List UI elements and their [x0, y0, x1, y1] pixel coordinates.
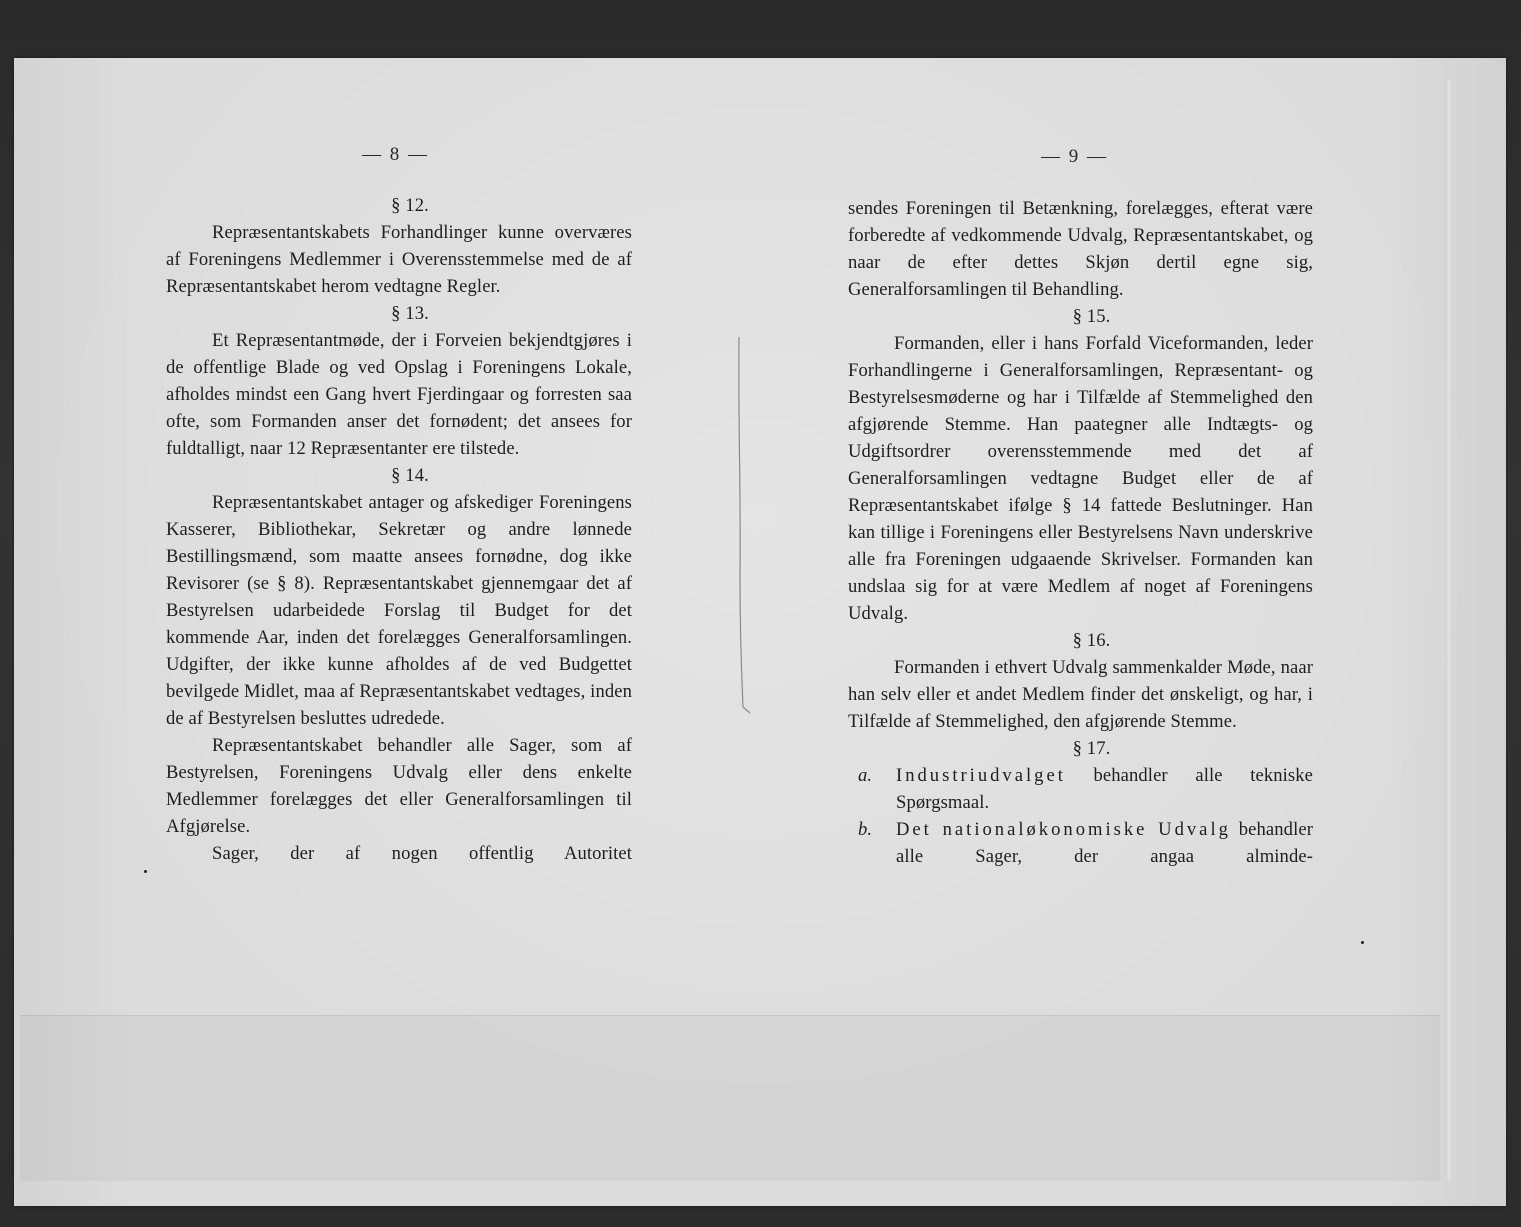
continued-text: sendes Foreningen til Betænkning, forelægges, efterat være forberedte af vedkommende Udvalg, Repræsentantskabet, og naar de efter dettes Skjøn dertil egne sig, Generalforsamlingen til Behandling.: [848, 198, 1313, 300]
section-14-paragraph-2: Repræsentantskabet behandler alle Sager, som af Bestyrelsen, Foreningens Udvalg eller dens enkelte Medlemmer forelægges det eller Generalforsamlingen til Afgjørelse.: [166, 735, 632, 837]
section-heading-16: § 16.: [1072, 630, 1111, 651]
fold-pencil-mark: [735, 335, 753, 715]
section-14-paragraph-1: Repræsentantskabet antager og afskediger Foreningens Kasserer, Bibliothekar, Sekretær og andre lønnede Bestillingsmænd, som maatte ansees fornødne, dog ikke Revisorer (se § 8). Repræsentantskabet gjennemgaar det af Bestyrelsen udarbeidede Forslag til Budget for det kommende Aar, inden det forelægges Generalforsamlingen. Udgifter, der ikke kunne afholdes af de ved Budgettet bevilgede Midlet, maa af Repræsentantskabet vedtages, inden de af Bestyrelsen besluttes udredede.: [166, 492, 632, 729]
section-15-text: Formanden, eller i hans Forfald Viceformanden, leder Forhandlingerne i Generalforsamlingen, Repræsentant- og Bestyrelsesmøderne og har i Tilfælde af Stemmelighed den afgjørende Stemme. Han paategner alle Indtægts- og Udgiftsordrer overensstemmende med det af Generalforsamlingen vedtagne Budget eller de af Repræsentantskabet ifølge § 14 fattede Beslutninger. Han kan tillige i Foreningens eller Bestyrelsens Navn underskrive alle fra Foreningen udgaaende Skrivelser. Formanden kan undslaa sig for at være Medlem af noget af Foreningens Udvalg.: [848, 333, 1313, 624]
list-item-b: [848, 816, 1313, 870]
section-12-text: Repræsentantskabets Forhandlinger kunne overværes af Foreningens Medlemmer i Overensstemmelse med de af Repræsentantskabet herom vedtagne Regler.: [166, 222, 632, 297]
committee-name: Industriudvalget: [896, 765, 1066, 786]
list-marker: a.: [858, 765, 873, 786]
section-16-text: Formanden i ethvert Udvalg sammenkalder Møde, naar han selv eller et andet Medlem finder det ønskeligt, og har, i Tilfælde af Stemmelighed, den afgjørende Stemme.: [848, 657, 1313, 732]
section-heading-15: § 15.: [1072, 306, 1111, 327]
item-text: behandler alle Sager, der angaa alminde-: [896, 819, 1313, 867]
page-number-left: — 8 —: [362, 144, 429, 165]
ink-speck: [1361, 941, 1364, 944]
item-text: behandler alle tekniske Spørgsmaal.: [896, 765, 1313, 813]
section-14-paragraph-3: Sager, der af nogen offentlig Autoritet: [212, 843, 632, 864]
committee-name: Det nationaløkonomiske Udvalg: [896, 819, 1231, 840]
paper-lower-band: [20, 1015, 1440, 1181]
ink-speck: [144, 870, 147, 873]
right-page-text: [848, 195, 1313, 870]
paper-edge: [1445, 80, 1453, 1180]
list-item-a: [848, 762, 1313, 816]
section-heading-17: § 17.: [1072, 738, 1111, 759]
left-page-text: [166, 192, 632, 867]
section-heading-13: § 13.: [391, 303, 429, 324]
list-marker: b.: [858, 819, 873, 840]
section-heading-12: § 12.: [391, 195, 429, 216]
section-heading-14: § 14.: [391, 465, 429, 486]
section-13-text: Et Repræsentantmøde, der i Forveien bekjendtgjøres i de offentlige Blade og ved Opslag i Foreningens Lokale, afholdes mindst een Gang hvert Fjerdingaar og forresten saa ofte, som Formanden anser det fornødent; det ansees for fuldtalligt, naar 12 Repræsentanter ere tilstede.: [166, 330, 632, 459]
page-number-right: — 9 —: [1041, 146, 1108, 167]
